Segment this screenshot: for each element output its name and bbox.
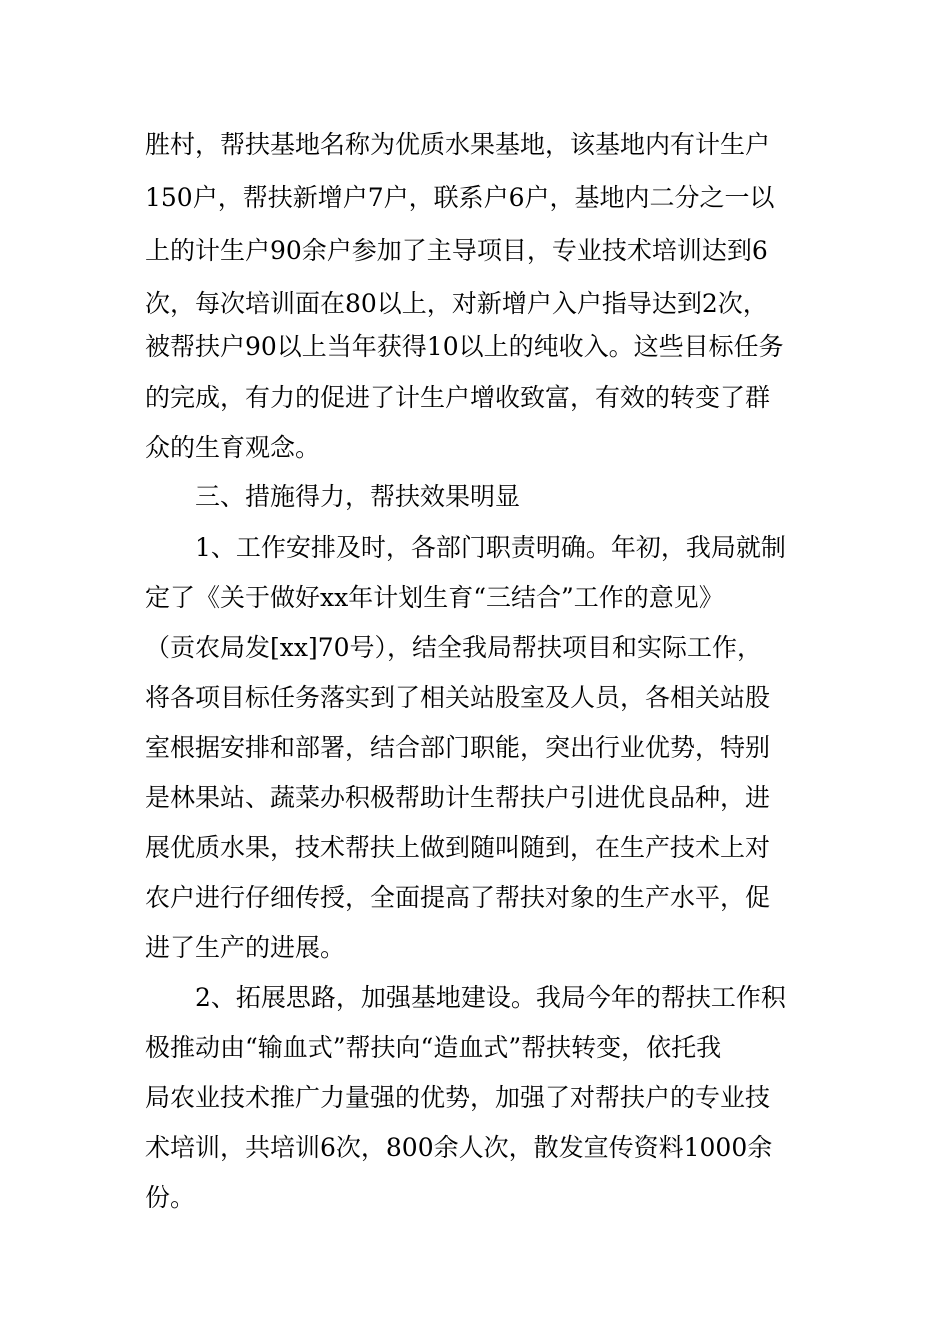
body-text-line: 150户，帮扶新增户7户，联系户6户，基地内二分之一以 bbox=[145, 183, 775, 212]
body-text-line: 极推动由“输血式”帮扶向“造血式”帮扶转变，依托我 bbox=[145, 1033, 722, 1062]
body-text-line: 农户进行仔细传授，全面提高了帮扶对象的生产水平，促 bbox=[145, 883, 771, 912]
body-text-line: 胜村，帮扶基地名称为优质水果基地，该基地内有计生户 bbox=[145, 130, 771, 159]
body-text-line: 次，每次培训面在80以上，对新增户入户指导达到2次， bbox=[145, 289, 768, 318]
paragraph-start-line: 2、拓展思路，加强基地建设。我局今年的帮扶工作积 bbox=[195, 983, 786, 1012]
body-text-line: 进了生产的进展。 bbox=[145, 933, 346, 962]
body-text-line: 被帮扶户90以上当年获得10以上的纯收入。这些目标任务 bbox=[145, 332, 784, 361]
body-text-line: 众的生育观念。 bbox=[145, 433, 321, 462]
body-text-line: 术培训，共培训6次，800余人次，散发宣传资料1000余 bbox=[145, 1133, 773, 1162]
body-text-line: 是林果站、蔬菜办积极帮助计生帮扶户引进优良品种，进 bbox=[145, 783, 771, 812]
body-text-line: 定了《关于做好xx年计划生育“三结合”工作的意见》 bbox=[145, 583, 724, 612]
body-text-line: 的完成，有力的促进了计生户增收致富，有效的转变了群 bbox=[145, 383, 771, 412]
section-heading: 三、措施得力，帮扶效果明显 bbox=[195, 482, 521, 511]
body-text-line: 上的计生户90余户参加了主导项目，专业技术培训达到6 bbox=[145, 236, 768, 265]
body-text-line: 室根据安排和部署，结合部门职能，突出行业优势，特别 bbox=[145, 733, 771, 762]
body-text-line: 将各项目标任务落实到了相关站股室及人员，各相关站股 bbox=[145, 683, 771, 712]
body-text-line: 份。 bbox=[145, 1183, 196, 1212]
body-text-line: 展优质水果，技术帮扶上做到随叫随到，在生产技术上对 bbox=[145, 833, 771, 862]
paragraph-start-line: 1、工作安排及时，各部门职责明确。年初，我局就制 bbox=[195, 533, 786, 562]
body-text-line: （贡农局发[xx]70号），结全我局帮扶项目和实际工作， bbox=[145, 633, 763, 662]
body-text-line: 局农业技术推广力量强的优势，加强了对帮扶户的专业技 bbox=[145, 1083, 771, 1112]
